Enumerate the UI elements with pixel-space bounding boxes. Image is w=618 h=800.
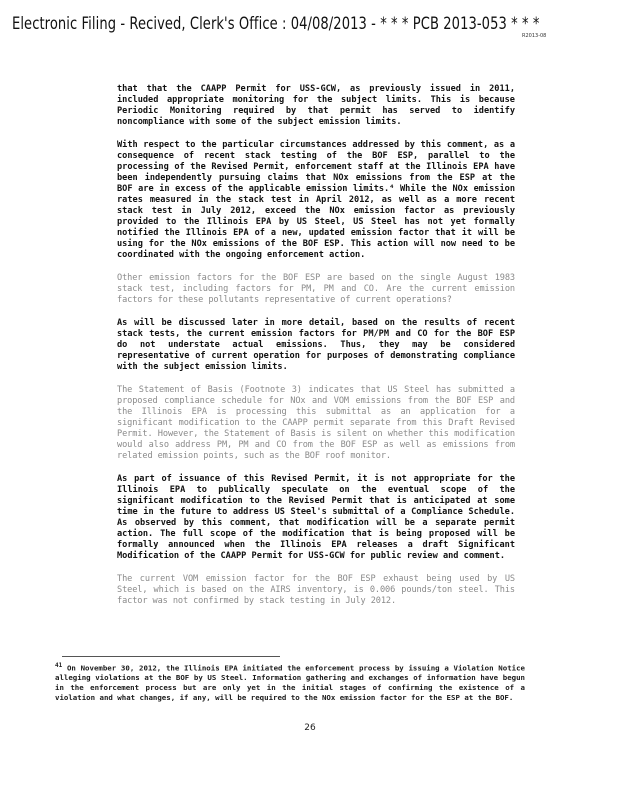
comment-paragraph-1: Other emission factors for the BOF ESP are based on the single August 1983 stack test, including factors for PM, PM and CO. Are the current emission factors for these pollutants representative of current operations? bbox=[117, 273, 515, 305]
response-paragraph-1: that that the CAAPP Permit for USS-GCW, as previously issued in 2011, included appropriate monitoring for the subject limits. This is because Periodic Monitoring required by that permit has served to identify noncompliance with some of the subject emission limits. bbox=[117, 84, 515, 127]
response-paragraph-3: As will be discussed later in more detail, based on the results of recent stack tests, the current emission factors for PM/PM and CO for the BOF ESP do not understate actual emissions. Thus, they may be considered representative of current operation for purposes of demonstrating compliance with the subject emission limits. bbox=[117, 318, 515, 372]
response-paragraph-4: As part of issuance of this Revised Permit, it is not appropriate for the Illinois EPA to publically speculate on the eventual scope of the significant modification to the Revised Permit that is anticipated at some time in the future to address US Steel's submittal of a Compliance Schedule. As observed by this comment, that modification will be a separate permit action. The full scope of the modification that is being proposed will be formally announced when the Illinois EPA releases a draft Significant Modification of the CAAPP Permit for USS-GCW for public review and comment. bbox=[117, 474, 515, 561]
footnote-marker: 41 bbox=[55, 662, 63, 669]
footnote bbox=[55, 661, 525, 703]
footnote-divider bbox=[62, 656, 280, 657]
document-body bbox=[117, 84, 515, 619]
comment-paragraph-3: The current VOM emission factor for the BOF ESP exhaust being used by US Steel, which is based on the AIRS inventory, is 0.006 pounds/ton steel. This factor was not confirmed by stack testing in July 2012. bbox=[117, 574, 515, 606]
response-paragraph-2: With respect to the particular circumstances addressed by this comment, as a consequence of recent stack testing of the BOF ESP, parallel to the processing of the Revised Permit, enforcement staff at the Illinois EPA have been independently pursuing claims that NOx emissions from the ESP at the BOF are in excess of the applicable emission limits.⁴ While the NOx emission rates measured in the stack test in April 2012, as well as a more recent stack test in July 2012, exceed the NOx emission factor as previously provided to the Illinois EPA by US Steel, US Steel has not yet formally notified the Illinois EPA of a new, updated emission factor that it will be using for the NOx emissions of the BOF ESP. This action will now need to be coordinated with the ongoing enforcement action. bbox=[117, 140, 515, 260]
filing-header: Electronic Filing - Recived, Clerk's Office : 04/08/2013 - * * * PCB 2013-053 * * * bbox=[12, 14, 540, 34]
page-number: 26 bbox=[304, 723, 316, 733]
footnote-text: On November 30, 2012, the Illinois EPA initiated the enforcement process by issuing a Violation Notice alleging violations at the BOF by US Steel. Information gathering and exchanges of information have begun in the enforcement process but are only yet in the initial stages of confirming the existence of a violation and what changes, if any, will be required to the NOx emission factor for the ESP at the BOF. bbox=[55, 663, 525, 703]
filing-stamp: R2013-08 bbox=[522, 33, 547, 39]
comment-paragraph-2: The Statement of Basis (Footnote 3) indicates that US Steel has submitted a proposed compliance schedule for NOx and VOM emissions from the BOF ESP and the Illinois EPA is processing this submittal as an application for a significant modification to the CAAPP permit separate from this Draft Revised Permit. However, the Statement of Basis is silent on whether this modification would also address PM, PM and CO from the BOF ESP as well as emissions from related emission points, such as the BOF roof monitor. bbox=[117, 385, 515, 461]
